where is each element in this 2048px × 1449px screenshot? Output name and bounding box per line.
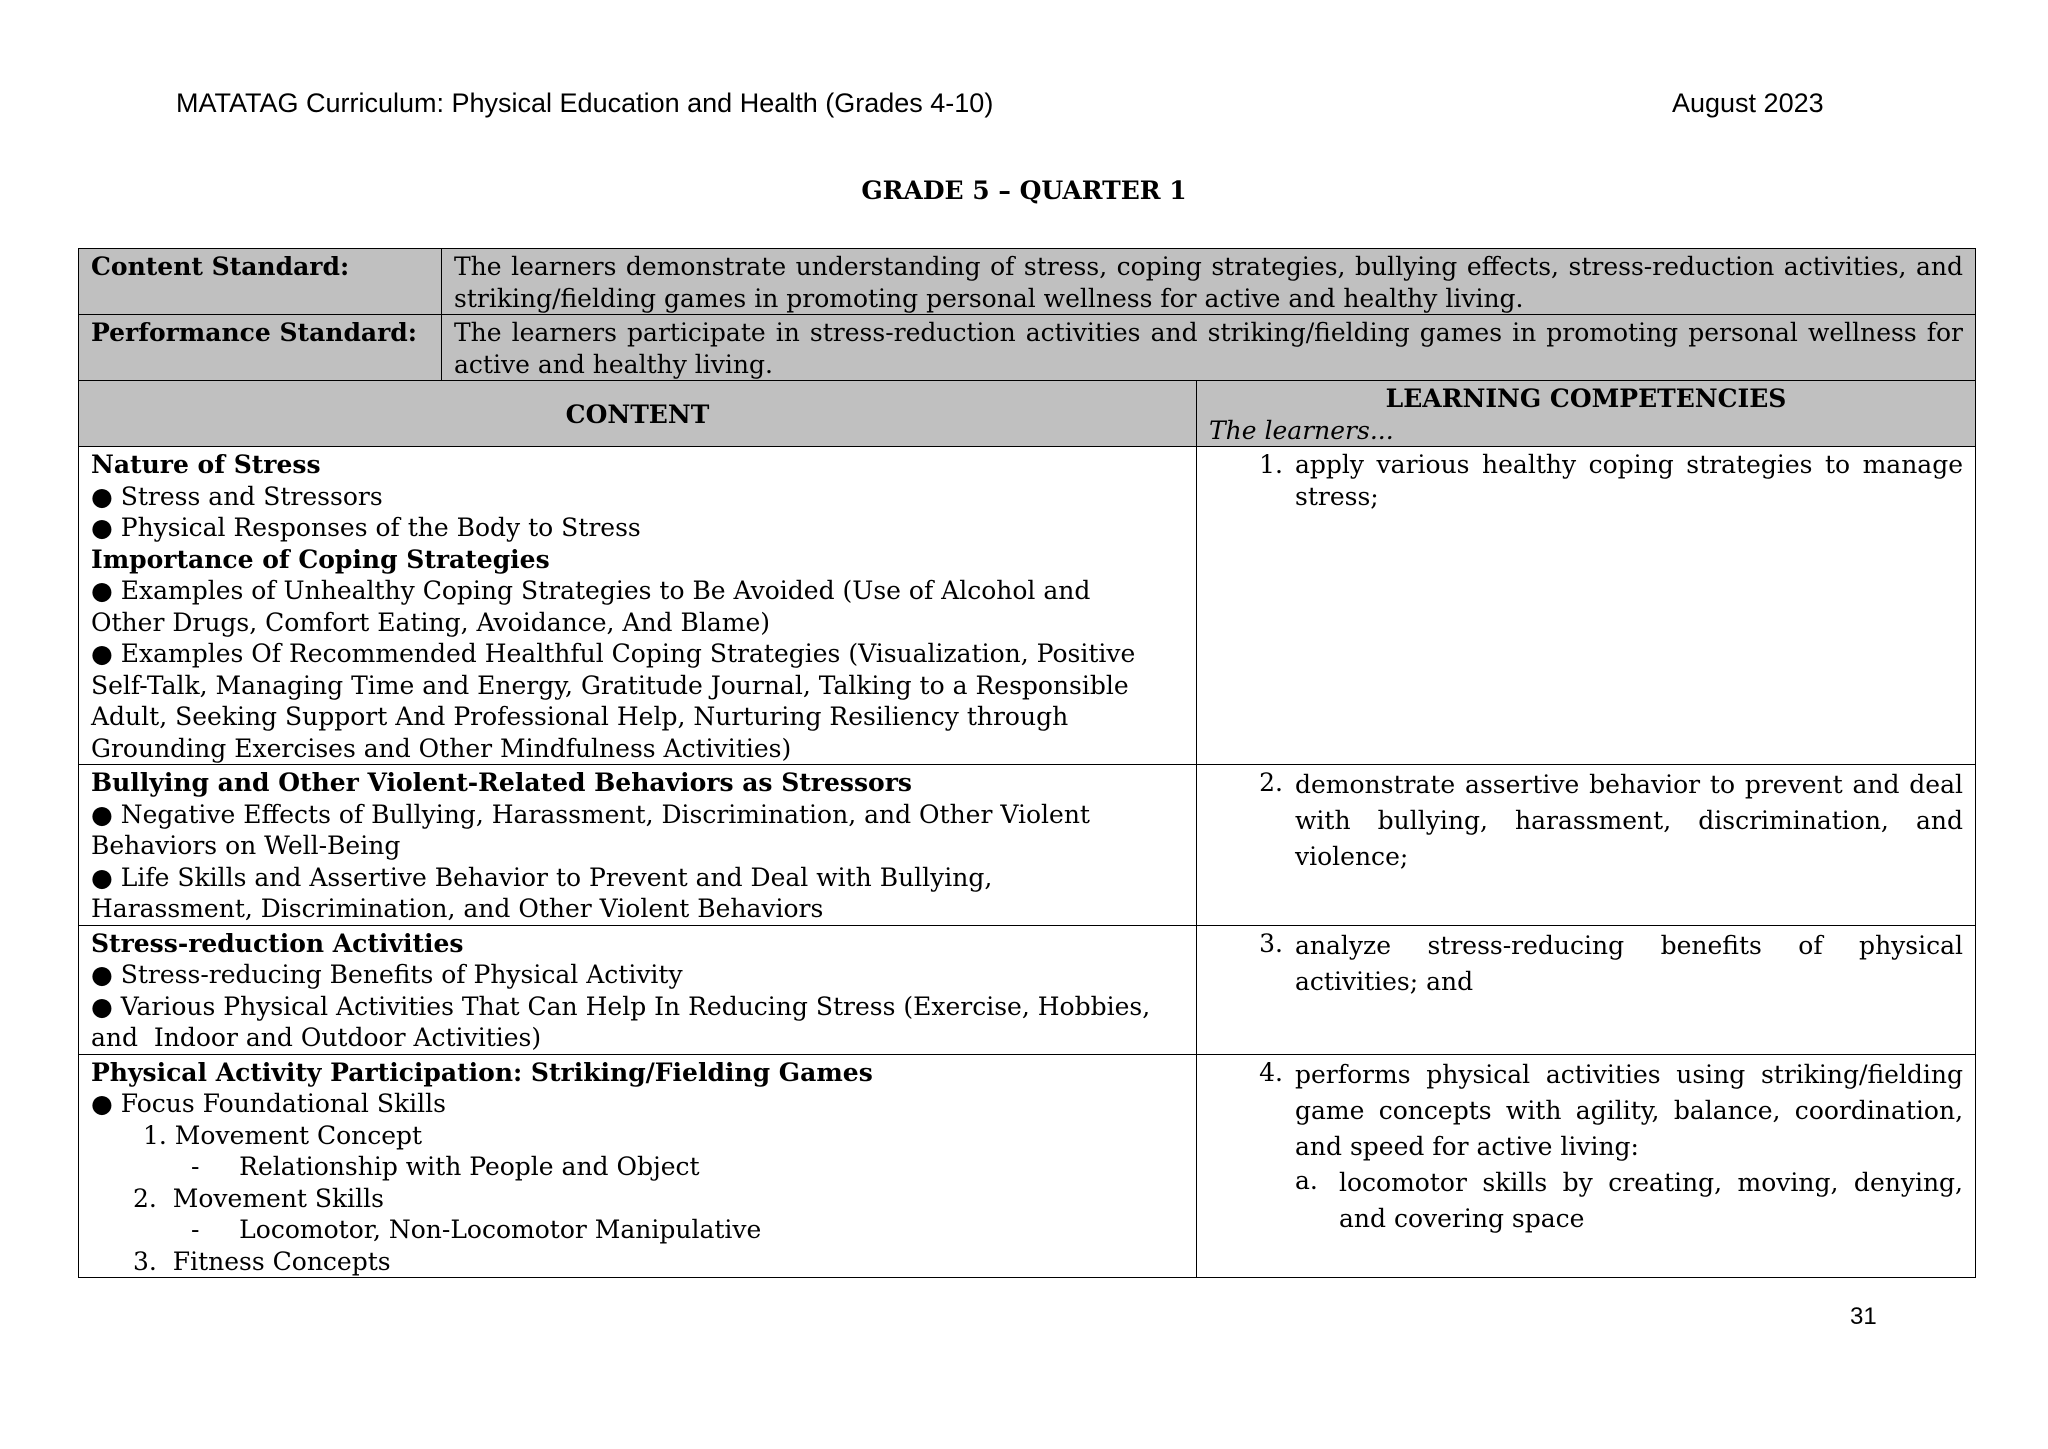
content-topic-heading: Stress-reduction Activities bbox=[91, 928, 464, 958]
sub-competency-letter: a. bbox=[1295, 1165, 1318, 1195]
competency-number: 1. bbox=[1259, 450, 1283, 479]
content-line: ● Various Physical Activities That Can Help In Reducing Stress (Exercise, Hobbies, bbox=[91, 991, 1151, 1021]
content-topic-heading: Physical Activity Participation: Striking/Fielding Games bbox=[91, 1057, 873, 1087]
competency-cell bbox=[1197, 925, 1976, 1054]
competency-item bbox=[1209, 1057, 1963, 1165]
content-line: ● Focus Foundational Skills bbox=[91, 1089, 446, 1118]
competency-item bbox=[1209, 928, 1963, 1000]
performance-standard-row bbox=[79, 315, 1976, 381]
performance-standard-label: Performance Standard: bbox=[79, 315, 442, 381]
curriculum-table bbox=[78, 248, 1976, 1278]
competency-number: 4. bbox=[1259, 1057, 1283, 1087]
competency-cell bbox=[1197, 447, 1976, 765]
content-cell bbox=[79, 447, 1197, 765]
content-line: Other Drugs, Comfort Eating, Avoidance, And Blame) bbox=[91, 607, 771, 637]
content-column-header: CONTENT bbox=[79, 381, 1197, 447]
content-line: Behaviors on Well-Being bbox=[91, 831, 401, 860]
performance-standard-text: The learners participate in stress-reduction activities and striking/fielding games in promoting personal wellness for active and healthy living. bbox=[442, 315, 1976, 381]
page-number: 31 bbox=[1850, 1303, 1877, 1330]
table-row bbox=[79, 447, 1976, 765]
content-line: ● Examples Of Recommended Healthful Coping Strategies (Visualization, Positive bbox=[91, 639, 1136, 668]
content-cell bbox=[79, 925, 1197, 1054]
content-line: - Locomotor, Non-Locomotor Manipulative bbox=[191, 1215, 762, 1244]
content-line: Self-Talk, Managing Time and Energy, Gratitude Journal, Talking to a Responsible bbox=[91, 670, 1129, 700]
competencies-heading: LEARNING COMPETENCIES bbox=[1385, 384, 1787, 413]
grade-quarter-title: GRADE 5 – QUARTER 1 bbox=[861, 176, 1187, 205]
competency-number: 3. bbox=[1259, 928, 1283, 958]
competency-text: analyze stress-reducing benefits of physical activities; and bbox=[1295, 930, 1964, 996]
content-standard-text: The learners demonstrate understanding of stress, coping strategies, bullying effects, stress-reduction activities, and striking/fielding games in promoting personal wellness for active and healthy living. bbox=[442, 249, 1976, 315]
competency-item bbox=[1209, 449, 1963, 512]
content-line: Grounding Exercises and Other Mindfulness Activities) bbox=[91, 733, 792, 763]
competencies-column-header bbox=[1197, 381, 1976, 447]
table-row bbox=[79, 765, 1976, 926]
content-line: ● Stress and Stressors bbox=[91, 481, 383, 511]
content-topic-heading: Importance of Coping Strategies bbox=[91, 544, 550, 574]
competency-text: demonstrate assertive behavior to prevent and deal with bullying, harassment, discrimination, and violence; bbox=[1295, 770, 1964, 871]
column-header-row bbox=[79, 381, 1976, 447]
competencies-subheading: The learners... bbox=[1209, 415, 1394, 445]
content-line: 3. Fitness Concepts bbox=[133, 1246, 391, 1276]
content-topic-heading: Nature of Stress bbox=[91, 450, 321, 479]
sub-competency-item bbox=[1295, 1165, 1963, 1237]
content-line: ● Stress-reducing Benefits of Physical Activity bbox=[91, 960, 683, 989]
content-cell bbox=[79, 765, 1197, 926]
table-row bbox=[79, 1054, 1976, 1278]
content-standard-row bbox=[79, 249, 1976, 315]
content-cell bbox=[79, 1054, 1197, 1278]
competency-cell bbox=[1197, 765, 1976, 926]
content-line: ● Examples of Unhealthy Coping Strategies to Be Avoided (Use of Alcohol and bbox=[91, 576, 1091, 605]
content-standard-label: Content Standard: bbox=[79, 249, 442, 315]
content-line: ● Physical Responses of the Body to Stress bbox=[91, 513, 641, 542]
content-line: ● Life Skills and Assertive Behavior to Prevent and Deal with Bullying, bbox=[91, 862, 993, 892]
document-header-date: August 2023 bbox=[1672, 88, 1824, 118]
document-header-title: MATATAG Curriculum: Physical Education and Health (Grades 4-10) bbox=[176, 88, 994, 118]
competency-text: apply various healthy coping strategies to manage stress; bbox=[1295, 450, 1964, 511]
content-line: ● Negative Effects of Bullying, Harassment, Discrimination, and Other Violent bbox=[91, 799, 1090, 829]
sub-competency-text: locomotor skills by creating, moving, denying, and covering space bbox=[1339, 1167, 1964, 1233]
content-line: and Indoor and Outdoor Activities) bbox=[91, 1023, 542, 1052]
competency-number: 2. bbox=[1259, 768, 1283, 797]
table-row bbox=[79, 925, 1976, 1054]
content-line: Harassment, Discrimination, and Other Violent Behaviors bbox=[91, 894, 824, 923]
content-topic-heading: Bullying and Other Violent-Related Behaviors as Stressors bbox=[91, 768, 912, 797]
content-line: - Relationship with People and Object bbox=[191, 1152, 700, 1181]
competency-text: performs physical activities using striking/fielding game concepts with agility, balance, coordination, and speed for active living: bbox=[1295, 1059, 1964, 1161]
competency-cell bbox=[1197, 1054, 1976, 1278]
competency-item bbox=[1209, 767, 1963, 875]
content-line: 2. Movement Skills bbox=[133, 1183, 385, 1213]
content-line: Adult, Seeking Support And Professional Help, Nurturing Resiliency through bbox=[91, 702, 1069, 731]
content-line: 1. Movement Concept bbox=[143, 1120, 423, 1150]
